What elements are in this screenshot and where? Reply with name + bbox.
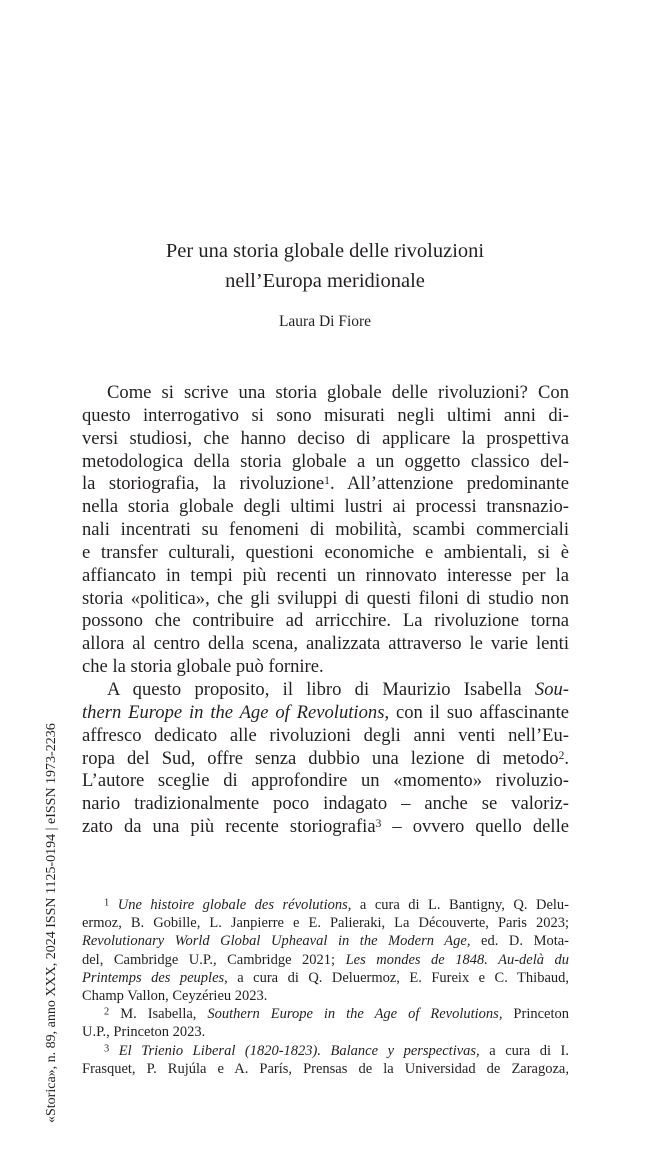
footnote-line: Frasquet, P. Rujúla e A. París, Prensas de la Universidad de Zaragoza, bbox=[82, 1060, 569, 1077]
text-line: che la storia globale può fornire. bbox=[82, 656, 324, 678]
text-line: thern Europe in the Age of Revolutions, con il suo affascinante bbox=[82, 701, 569, 723]
text-line: A questo proposito, il libro di Maurizio Isabella Sou- bbox=[107, 678, 569, 700]
author-name: Laura Di Fiore bbox=[278, 313, 372, 330]
book-title: thern Europe in the Age of Revolutions bbox=[82, 701, 385, 723]
footnote bbox=[82, 1005, 569, 1041]
paragraph bbox=[82, 382, 569, 679]
footnotes bbox=[82, 896, 569, 1078]
text-line: Come si scrive una storia globale delle rivoluzioni? Con bbox=[107, 382, 569, 403]
text-line: possono che contribuire ad arricchire. La rivoluzione torna bbox=[82, 610, 569, 632]
footnote-line: U.P., Princeton 2023. bbox=[82, 1024, 206, 1041]
footnote-ref[interactable]: 1 bbox=[324, 475, 330, 488]
text-line: e transfer culturali, questioni economiche e ambientali, si è bbox=[82, 541, 569, 563]
footnote-line: del, Cambridge U.P., Cambridge 2021; Les mondes de 1848. Au-delà du bbox=[82, 951, 570, 968]
footnote-number: 2 bbox=[104, 1006, 110, 1018]
text-line: affresco dedicato alle rivoluzioni degli anni venti nell’Eu- bbox=[82, 724, 569, 746]
footnote-number: 3 bbox=[104, 1042, 110, 1054]
footnote-line: ermoz, B. Gobille, L. Janpierre e E. Palieraki, La Découverte, Paris 2023; bbox=[82, 915, 569, 932]
text-line: metodologica della storia globale a un oggetto classico del- bbox=[82, 450, 569, 472]
title-line: nell’Europa meridionale bbox=[225, 270, 425, 292]
text-line: storia «politica», che gli sviluppi di questi filoni di studio non bbox=[82, 587, 569, 609]
footnote-line: $^3$ El Trienio Liberal (1820-1823). Balance y perspectivas, a cura di I. bbox=[104, 1042, 569, 1059]
text-line: affiancato in tempi più recenti un rinnovato interesse per la bbox=[82, 564, 569, 586]
journal-sidebar: «Storica», n. 89, anno XXX, 2024 ISSN 1125-0194 | eISSN 1973-2236 bbox=[44, 723, 59, 1123]
text-line: nali incentrati su fenomeni di mobilità, scambi commerciali bbox=[82, 519, 569, 541]
text-line: ropa del Sud, offre senza dubbio una lezione di metodo$^2$. bbox=[82, 747, 569, 769]
footnote-line: Printemps des peuples, a cura di Q. Deluermoz, E. Fureix e C. Thibaud, bbox=[82, 969, 570, 986]
footnote-line: $^2$ M. Isabella, Southern Europe in the Age of Revolutions, Princeton bbox=[104, 1006, 570, 1023]
footnote-number: 1 bbox=[104, 897, 110, 909]
text-line: allora al centro della scena, analizzata attraverso le varie lenti bbox=[82, 633, 569, 655]
footnote-line: $^1$ Une histoire globale des révolutions, a cura di L. Bantigny, Q. Delu- bbox=[104, 897, 570, 913]
paragraph bbox=[82, 679, 569, 839]
book-title: Sou- bbox=[534, 678, 569, 700]
footnote-line: Revolutionary World Global Upheaval in the Modern Age, ed. D. Mota- bbox=[82, 933, 569, 950]
text-line: la storiografia, la rivoluzione$^1$. All’attenzione predominante bbox=[82, 473, 569, 495]
text-line: zato da una più recente storiografia$^3$ – ovvero quello delle bbox=[82, 816, 569, 838]
footnote bbox=[82, 1042, 569, 1078]
footnote-line: Champ Vallon, Ceyzérieu 2023. bbox=[82, 988, 268, 1005]
text-line: questo interrogativo si sono misurati negli ultimi anni di- bbox=[82, 404, 569, 426]
footnote-ref[interactable]: 3 bbox=[375, 817, 382, 830]
title-line: Per una storia globale delle rivoluzioni bbox=[165, 240, 485, 262]
footnote-ref[interactable]: 2 bbox=[558, 749, 565, 762]
text-line: L’autore sceglie di approfondire un «momento» rivoluzio- bbox=[82, 770, 569, 792]
article-body bbox=[82, 382, 569, 839]
text-line: versi studiosi, che hanno deciso di applicare la prospettiva bbox=[82, 427, 569, 449]
text-line: nario tradizionalmente poco indagato – anche se valoriz- bbox=[82, 793, 569, 815]
text-line: nella storia globale degli ultimi lustri ai processi transnazio- bbox=[82, 496, 569, 518]
footnote bbox=[82, 896, 569, 1005]
article-title bbox=[80, 236, 570, 296]
